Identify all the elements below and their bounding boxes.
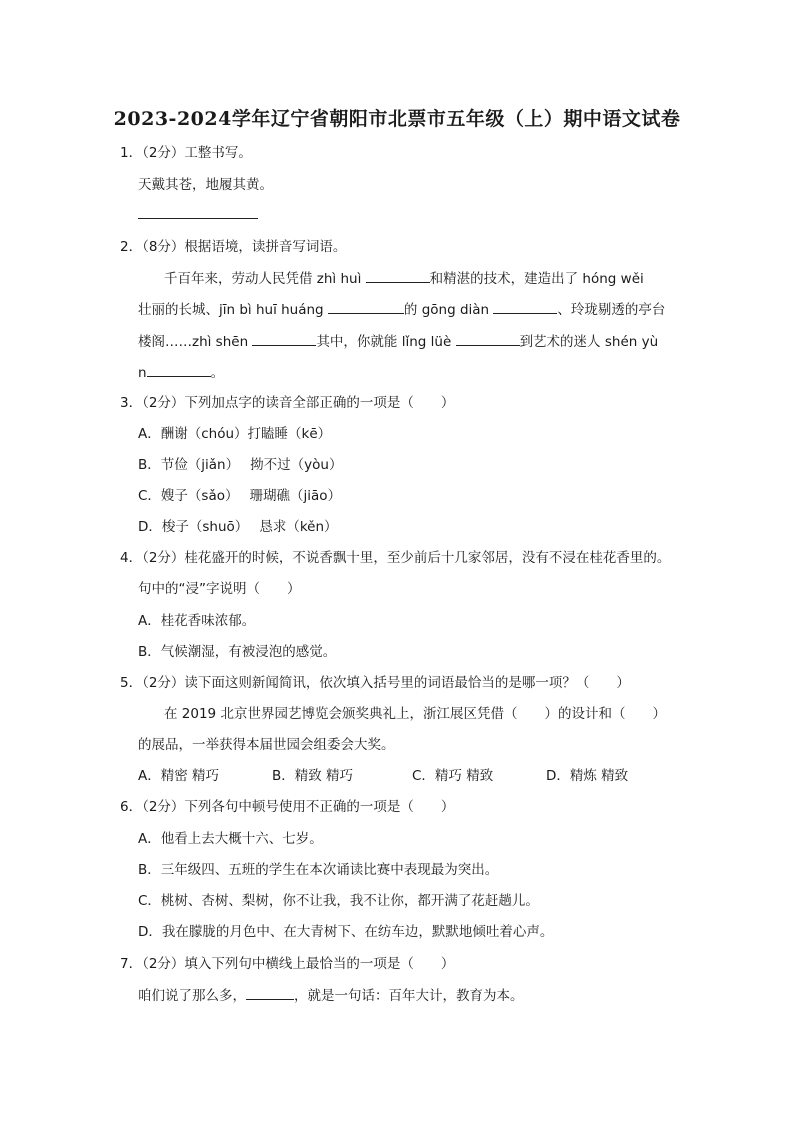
q4-option-a[interactable]: A．桂花香味浓郁。 — [138, 613, 256, 629]
q2-blank-jinbihuihuang[interactable] — [328, 299, 404, 314]
q7-text: 咱们说了那么多， — [138, 988, 246, 1004]
q2-blank-zhishen[interactable] — [252, 331, 316, 346]
q5-option-c[interactable]: C．精巧 精致 — [412, 768, 494, 784]
q2-text: 和精湛的技术，建造出了 hóng wěi — [429, 271, 644, 287]
q2-text: 的 gōng diàn — [403, 302, 494, 318]
q3-stem: 3．（2分）下列加点字的读音全部正确的一项是（ ） — [120, 395, 455, 411]
q6-option-d[interactable]: D．我在朦胧的月色中、在大青树下、在纺车边，默默地倾吐着心声。 — [138, 924, 554, 940]
q2-line-4 — [138, 362, 224, 383]
q2-line-2 — [138, 299, 665, 320]
q7-passage — [138, 985, 524, 1006]
q5-option-a[interactable]: A．精密 精巧 — [138, 768, 220, 784]
q6-option-a[interactable]: A．他看上去大概十六、七岁。 — [138, 831, 323, 847]
q2-stem: 2．（8分）根据语境，读拼音写词语。 — [120, 239, 347, 255]
q3-option-c[interactable]: C．嫂子（sǎo） 珊瑚礁（jiāo） — [138, 488, 342, 504]
q2-text: 其中，你就能 lǐng lüè — [316, 334, 456, 350]
q4-option-b[interactable]: B．气候潮湿，有被浸泡的感觉。 — [138, 644, 337, 660]
q2-text: 、玲珑剔透的亭台 — [557, 302, 666, 318]
q2-text: 千百年来，劳动人民凭借 zhì huì — [164, 271, 366, 287]
q2-text: 壮丽的长城、jīn bì huī huáng — [138, 302, 328, 318]
q4-stem-2: 句中的“浸”字说明（ ） — [138, 581, 301, 597]
q5-stem: 5．（2分）读下面这则新闻简讯，依次填入括号里的词语最恰当的是哪一项？（ ） — [120, 675, 630, 691]
q1-answer-line[interactable] — [138, 218, 258, 219]
q2-blank-shenyu[interactable] — [147, 362, 211, 377]
q7-stem: 7．（2分）填入下列句中横线上最恰当的一项是（ ） — [120, 956, 455, 972]
q2-text: 到艺术的迷人 shén yù — [519, 334, 659, 350]
q4-stem: 4．（2分）桂花盛开的时候，不说香飘十里，至少前后十几家邻居，没有不浸在桂花香里的。 — [120, 550, 671, 566]
exam-title: 2023-2024学年辽宁省朝阳市北票市五年级（上）期中语文试卷 — [113, 108, 681, 130]
q1-text: 天戴其苍，地履其黄。 — [138, 177, 273, 193]
q7-blank[interactable] — [246, 985, 294, 1000]
q2-blank-gongdian[interactable] — [493, 299, 557, 314]
q2-text: 楼阁……zhì shēn — [138, 334, 253, 350]
q2-text: 。 — [210, 365, 225, 381]
q3-option-b[interactable]: B．节俭（jiǎn） 拗不过（yòu） — [138, 457, 343, 473]
q3-option-d[interactable]: D．梭子（shuō） 恳求（kěn） — [138, 519, 338, 535]
q5-passage-1: 在 2019 北京世界园艺博览会颁奖典礼上，浙江展区凭借（ ）的设计和（ ） — [164, 706, 666, 722]
q2-blank-linglue[interactable] — [456, 331, 520, 346]
q7-text: ，就是一句话：百年大计，教育为本。 — [294, 988, 524, 1004]
q5-passage-2: 的展品，一举获得本届世园会组委会大奖。 — [138, 737, 395, 753]
q5-option-b[interactable]: B．精致 精巧 — [272, 768, 354, 784]
q2-text: n — [138, 365, 147, 381]
q6-stem: 6．（2分）下列各句中顿号使用不正确的一项是（ ） — [120, 799, 455, 815]
q2-line-3 — [138, 331, 658, 352]
q6-option-b[interactable]: B．三年级四、五班的学生在本次诵读比赛中表现最为突出。 — [138, 862, 499, 878]
q3-option-a[interactable]: A．酬谢（chóu）打瞌睡（kē） — [138, 426, 332, 442]
q5-option-d[interactable]: D．精炼 精致 — [546, 768, 629, 784]
q1-stem: 1．（2分）工整书写。 — [120, 145, 252, 161]
q6-option-c[interactable]: C．桃树、杏树、梨树，你不让我，我不让你，都开满了花赶趟儿。 — [138, 893, 539, 909]
q2-line-1 — [164, 268, 644, 289]
q2-blank-zhihui[interactable] — [366, 268, 430, 283]
